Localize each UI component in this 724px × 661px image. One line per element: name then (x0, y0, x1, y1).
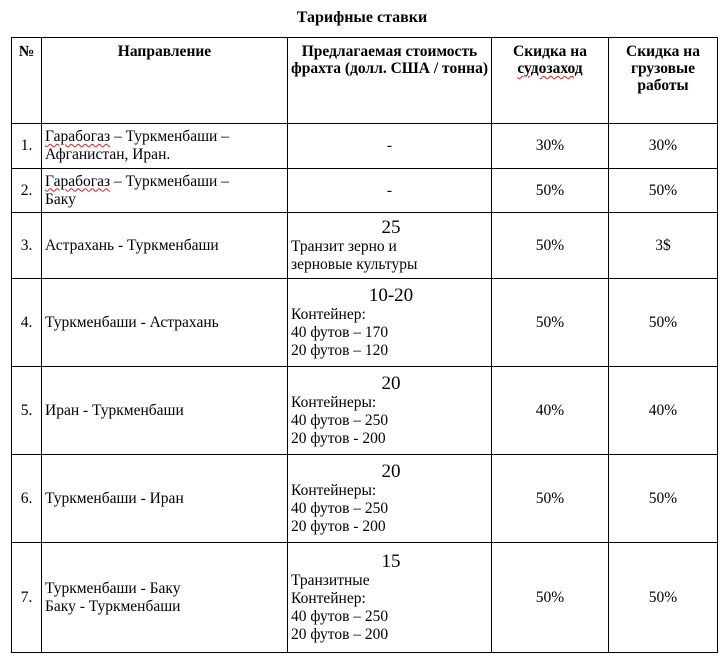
route-text: Туркменбаши - Баку (45, 579, 181, 597)
table-row (12, 543, 718, 653)
route-cell (42, 169, 288, 213)
header-port-discount-line1: Скидка на (513, 43, 587, 60)
freight-cost-detail: 20 футов - 200 (291, 430, 386, 447)
route-text: Астрахань - Туркменбаши (45, 236, 219, 254)
port-call-discount: 40% (492, 367, 609, 455)
route-text: Афганистан, Иран. (45, 146, 171, 163)
header-num: № (12, 38, 42, 124)
freight-cost-detail: Контейнер: (291, 590, 366, 607)
route-text: Баку - Туркменбаши (45, 597, 181, 615)
header-cost: Предлагаемая стоимость фрахта (долл. США / тонна) (288, 38, 492, 124)
freight-cost-detail: 20 футов – 200 (291, 626, 389, 643)
freight-cost-detail: 40 футов – 250 (291, 608, 389, 625)
row-number: 5. (12, 367, 42, 455)
freight-cost-detail: Контейнеры: (291, 394, 377, 411)
port-call-discount: 50% (492, 169, 609, 213)
cargo-work-discount: 30% (609, 124, 718, 169)
cargo-work-discount: 50% (609, 279, 718, 367)
document-title: Тарифные ставки (296, 9, 428, 26)
freight-cost-detail: Контейнеры: (291, 482, 377, 499)
freight-cost-cell (288, 367, 492, 455)
freight-cost-value: 25 (381, 217, 401, 238)
port-call-discount: 30% (492, 124, 609, 169)
freight-cost-cell (288, 543, 492, 653)
row-number: 2. (12, 169, 42, 213)
freight-cost-value: 20 (381, 461, 401, 482)
freight-cost-detail: Контейнер: (291, 306, 366, 323)
header-cargo-discount: Скидка на грузовые работы (609, 38, 718, 124)
freight-cost-cell (288, 455, 492, 543)
route-port-name: Гарабогаз (45, 172, 111, 190)
port-call-discount: 50% (492, 213, 609, 279)
tariff-table (11, 37, 718, 653)
route-text: Туркменбаши - Астрахань (45, 313, 219, 331)
table-row (12, 367, 718, 455)
table-row (12, 124, 718, 169)
row-number: 3. (12, 213, 42, 279)
cargo-work-discount: 40% (609, 367, 718, 455)
route-cell (42, 367, 288, 455)
freight-cost-detail: 40 футов – 250 (291, 412, 389, 429)
route-text: Туркменбаши - Иран (45, 489, 184, 507)
freight-cost-detail: 20 футов - 200 (291, 518, 386, 535)
freight-cost-detail: 20 футов – 120 (291, 342, 389, 359)
route-port-name: Гарабогаз (45, 128, 111, 145)
header-row (12, 38, 718, 124)
table-row (12, 213, 718, 279)
header-direction: Направление (42, 38, 288, 124)
route-cell (42, 279, 288, 367)
freight-cost-detail: 40 футов – 250 (291, 500, 389, 517)
freight-cost-cell (288, 213, 492, 279)
route-cell (42, 213, 288, 279)
route-text: – Туркменбаши – (110, 128, 229, 145)
row-number: 1. (12, 124, 42, 169)
cargo-work-discount: 3$ (609, 213, 718, 279)
route-cell (42, 455, 288, 543)
freight-cost: - (288, 169, 492, 213)
freight-cost-cell (288, 279, 492, 367)
freight-cost-value: 15 (381, 551, 401, 572)
route-cell (42, 543, 288, 653)
cargo-work-discount: 50% (609, 169, 718, 213)
row-number: 7. (12, 543, 42, 653)
freight-cost-detail: Транзитные (291, 572, 370, 589)
table-row (12, 455, 718, 543)
cargo-work-discount: 50% (609, 543, 718, 653)
port-call-discount: 50% (492, 279, 609, 367)
row-number: 6. (12, 455, 42, 543)
freight-cost-detail: 40 футов – 170 (291, 324, 389, 341)
freight-cost: - (288, 124, 492, 169)
freight-cost-detail: зерновые культуры (291, 256, 418, 273)
port-call-discount: 50% (492, 455, 609, 543)
freight-cost-value: 10-20 (368, 285, 414, 306)
route-cell (42, 124, 288, 169)
header-port-discount (492, 38, 609, 124)
cargo-work-discount: 50% (609, 455, 718, 543)
route-text: Иран - Туркменбаши (45, 401, 184, 419)
freight-cost-value: 20 (381, 373, 401, 394)
header-port-discount-line2: судозаход (517, 60, 583, 77)
port-call-discount: 50% (492, 543, 609, 653)
route-text: Баку (45, 190, 76, 208)
table-row (12, 169, 718, 213)
freight-cost-detail: Транзит зерно и (291, 238, 397, 255)
table-row (12, 279, 718, 367)
row-number: 4. (12, 279, 42, 367)
route-text: – Туркменбаши – (110, 172, 229, 190)
